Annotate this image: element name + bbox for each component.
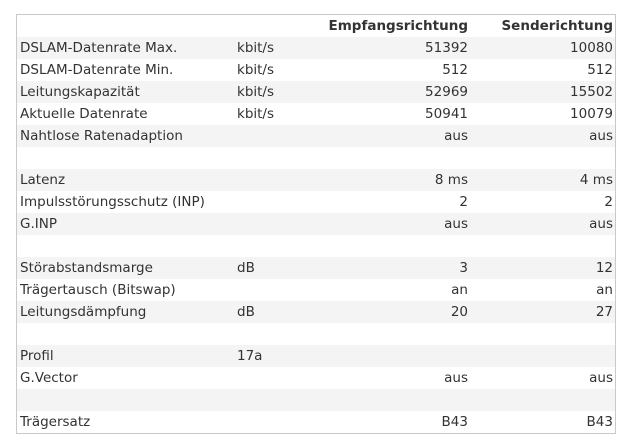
table-header	[17, 15, 615, 37]
table-row	[17, 37, 615, 59]
row-upstream-value: 10079	[570, 106, 613, 122]
row-unit: dB	[237, 260, 255, 276]
row-downstream-value: aus	[444, 128, 468, 144]
row-label: DSLAM-Datenrate Min.	[20, 62, 174, 78]
row-unit: 17a	[237, 348, 263, 364]
table-row	[17, 367, 615, 389]
row-label: G.Vector	[20, 370, 78, 386]
row-unit: kbit/s	[237, 84, 275, 100]
row-downstream-value: 52969	[425, 84, 468, 100]
row-unit: dB	[237, 304, 255, 320]
row-upstream-value: 15502	[570, 84, 613, 100]
table-row	[17, 323, 615, 345]
row-downstream-value: B43	[441, 414, 468, 430]
row-label: Aktuelle Datenrate	[20, 106, 148, 122]
row-label: DSLAM-Datenrate Max.	[20, 40, 178, 56]
table-row	[17, 301, 615, 323]
table-row	[17, 103, 615, 125]
row-label: Profil	[20, 348, 54, 364]
row-label: Impulsstörungsschutz (INP)	[20, 194, 205, 210]
row-upstream-value: an	[596, 282, 613, 298]
row-downstream-value: an	[451, 282, 468, 298]
table-row	[17, 411, 615, 433]
table-row	[17, 81, 615, 103]
table-row	[17, 169, 615, 191]
row-label: Störabstandsmarge	[20, 260, 153, 276]
row-unit: kbit/s	[237, 106, 275, 122]
row-label: Leitungsdämpfung	[20, 304, 147, 320]
row-upstream-value: 2	[604, 194, 613, 210]
downstream-header: Empfangsrichtung	[328, 18, 468, 34]
row-upstream-value: 27	[595, 304, 613, 320]
table-row	[17, 345, 615, 367]
table-row	[17, 389, 615, 411]
row-downstream-value: 51392	[425, 40, 468, 56]
row-downstream-value: aus	[444, 216, 468, 232]
upstream-header: Senderichtung	[501, 18, 613, 34]
row-downstream-value: 2	[459, 194, 468, 210]
row-upstream-value: aus	[589, 128, 613, 144]
row-label: Nahtlose Ratenadaption	[20, 128, 183, 144]
table-row	[17, 125, 615, 147]
dsl-info-table	[16, 14, 616, 434]
row-label: Trägertausch (Bitswap)	[20, 282, 176, 298]
row-upstream-value: B43	[586, 414, 613, 430]
row-label: Latenz	[20, 172, 66, 188]
row-label: Trägersatz	[20, 414, 91, 430]
table-row	[17, 279, 615, 301]
row-unit: kbit/s	[237, 62, 275, 78]
table-row	[17, 235, 615, 257]
row-upstream-value: 12	[595, 260, 613, 276]
row-upstream-value: 512	[587, 62, 613, 78]
table-row	[17, 59, 615, 81]
row-downstream-value: 20	[450, 304, 468, 320]
row-upstream-value: aus	[589, 370, 613, 386]
row-upstream-value: aus	[589, 216, 613, 232]
row-downstream-value: 8 ms	[434, 172, 468, 188]
row-downstream-value: 3	[459, 260, 468, 276]
row-label: G.INP	[20, 216, 57, 232]
row-label: Leitungskapazität	[20, 84, 140, 100]
row-downstream-value: 512	[442, 62, 468, 78]
row-unit: kbit/s	[237, 40, 275, 56]
table-row	[17, 213, 615, 235]
row-upstream-value: 4 ms	[579, 172, 613, 188]
row-downstream-value: aus	[444, 370, 468, 386]
table-row	[17, 191, 615, 213]
row-downstream-value: 50941	[425, 106, 468, 122]
table-row	[17, 147, 615, 169]
row-upstream-value: 10080	[570, 40, 613, 56]
table-row	[17, 257, 615, 279]
